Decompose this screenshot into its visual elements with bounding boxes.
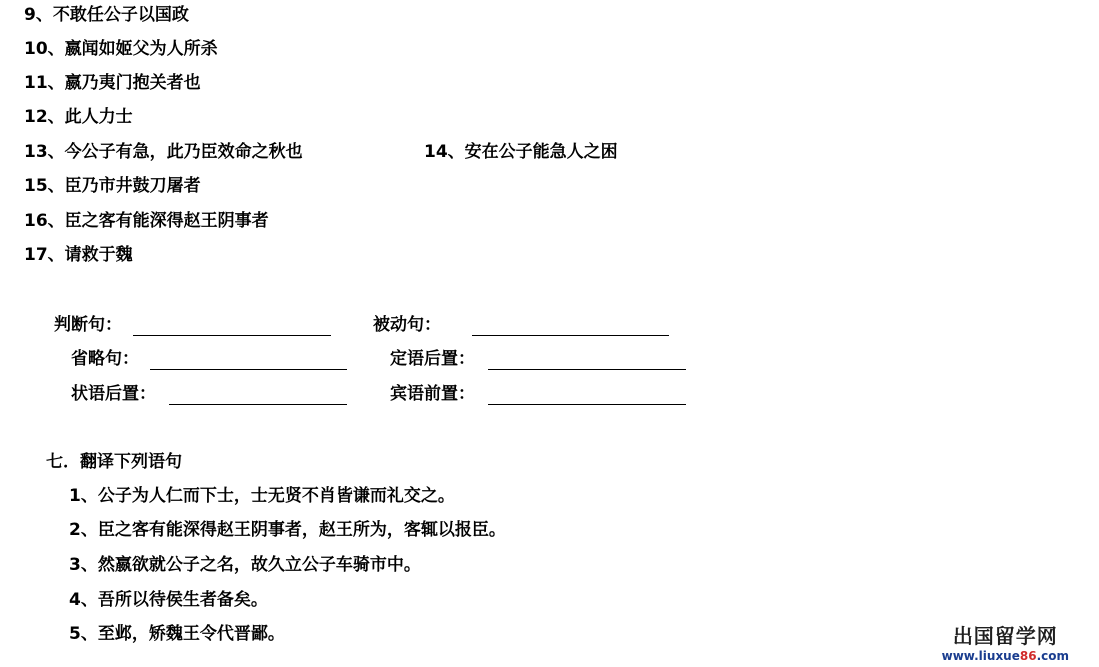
sentence-16: 16、臣之客有能深得赵王阴事者 bbox=[24, 211, 269, 231]
sentence-9: 9、不敢任公子以国政 bbox=[24, 5, 189, 25]
translation-item-1: 1、公子为人仁而下士，士无贤不肖皆谦而礼交之。 bbox=[69, 486, 455, 506]
sentence-10: 10、嬴闻如姬父为人所杀 bbox=[24, 39, 218, 59]
translation-item-5: 5、至邺，矫魏王令代晋鄙。 bbox=[69, 624, 285, 644]
blank-shenglue[interactable] bbox=[150, 369, 347, 370]
sentence-12: 12、此人力士 bbox=[24, 107, 133, 127]
blank-beidong[interactable] bbox=[472, 335, 669, 336]
label-panduan: 判断句： bbox=[54, 315, 122, 335]
sentence-14: 14、安在公子能急人之困 bbox=[424, 142, 618, 162]
sentence-15: 15、臣乃市井鼓刀屠者 bbox=[24, 176, 201, 196]
label-dingyu: 定语后置： bbox=[390, 349, 475, 369]
blank-panduan[interactable] bbox=[133, 335, 331, 336]
watermark-url-accent: 86 bbox=[1019, 649, 1037, 663]
sentence-11: 11、嬴乃夷门抱关者也 bbox=[24, 73, 201, 93]
watermark-title: 出国留学网 bbox=[952, 624, 1058, 648]
label-binyu: 宾语前置： bbox=[390, 384, 475, 404]
watermark-url bbox=[942, 649, 1069, 663]
section-heading: 七．翻译下列语句 bbox=[46, 452, 182, 472]
translation-item-4: 4、吾所以待侯生者备矣。 bbox=[69, 590, 268, 610]
translation-item-3: 3、然嬴欲就公子之名，故久立公子车骑市中。 bbox=[69, 555, 421, 575]
watermark-url-prefix: www.liuxue bbox=[941, 649, 1020, 663]
label-zhuangyu: 状语后置： bbox=[71, 384, 156, 404]
sentence-13: 13、今公子有急，此乃臣效命之秋也 bbox=[24, 142, 303, 162]
translation-item-2: 2、臣之客有能深得赵王阴事者，赵王所为，客辄以报臣。 bbox=[69, 520, 506, 540]
label-beidong: 被动句： bbox=[373, 315, 441, 335]
watermark-url-suffix: .com bbox=[1036, 649, 1069, 663]
blank-zhuangyu[interactable] bbox=[169, 404, 347, 405]
sentence-17: 17、请救于魏 bbox=[24, 245, 133, 265]
watermark-logo bbox=[942, 623, 1069, 663]
blank-dingyu[interactable] bbox=[488, 369, 686, 370]
blank-binyu[interactable] bbox=[488, 404, 686, 405]
label-shenglue: 省略句： bbox=[71, 349, 139, 369]
